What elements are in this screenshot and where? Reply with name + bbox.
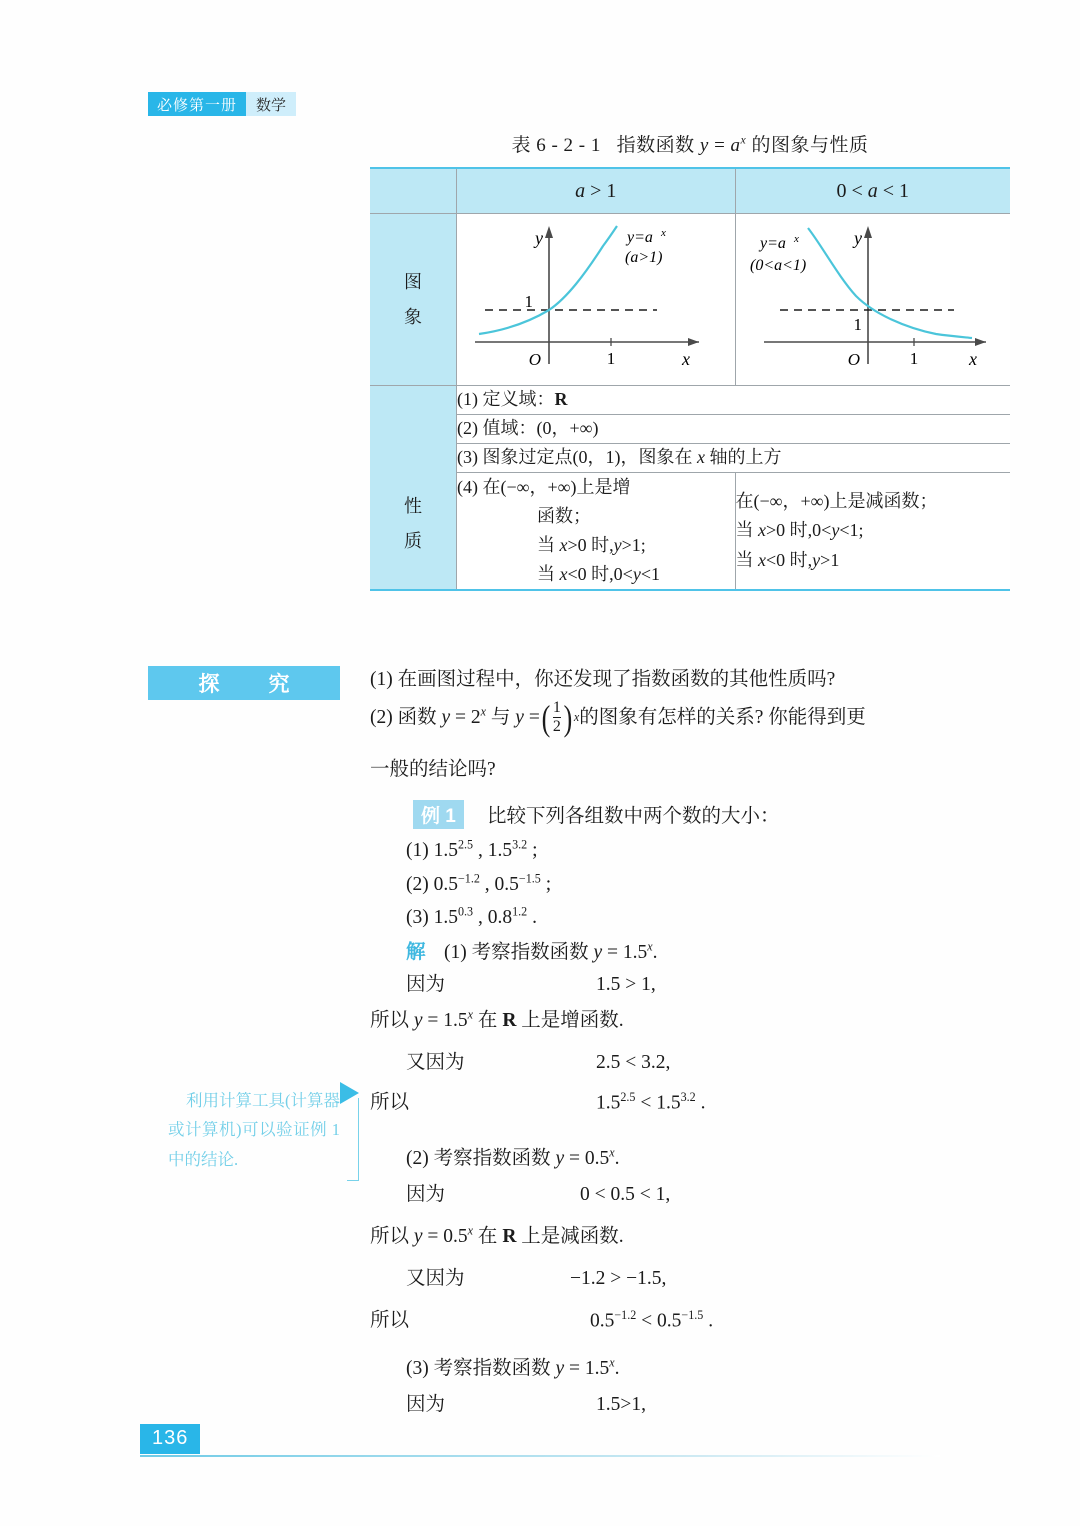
solution-line-yinwei-3	[406, 1388, 646, 1416]
solution-line-suoyi-4	[370, 1304, 713, 1332]
solution-lead-5: 又因为	[406, 1268, 465, 1289]
example-title: 比较下列各组数中两个数的大小：	[487, 806, 780, 827]
table-property-row-1	[370, 386, 1010, 415]
graph-left-curve-label-1: y=a	[627, 229, 653, 246]
example-item-3: (3) $1.5^{0.3}$ , $0.8^{1.2}$ .	[406, 904, 537, 929]
graph-left-curve-label-exp: x	[661, 227, 666, 239]
example-badge: 例 1	[413, 800, 464, 829]
graph-left-yaxis-label: y	[535, 228, 543, 248]
table-property-row-2	[370, 414, 1010, 443]
row-label-graph-char1: 图	[404, 272, 422, 293]
solution-math-7: 1.5>1,	[596, 1394, 646, 1415]
table-property-row-3	[370, 443, 1010, 472]
solution-math-2: 2.5 < 3.2,	[596, 1052, 671, 1073]
example-items	[406, 834, 551, 935]
solution-math-6: $0.5^{-1.2} < 0.5^{-1.5}$ .	[590, 1307, 714, 1331]
fraction-numerator: 1	[552, 699, 561, 717]
graph-right-xaxis-label: x	[968, 349, 977, 369]
inquiry-question-2-tail: 的图象有怎样的关系? 你能得到更	[579, 707, 866, 729]
solution-math-4: 0 < 0.5 < 1,	[580, 1184, 671, 1205]
table-header-row	[370, 168, 1010, 214]
property-1: (1) 定义域：R	[457, 386, 1011, 415]
solution-math-5: −1.2 > −1.5,	[570, 1268, 667, 1289]
example-item-2: (2) $0.5^{-1.2}$ , $0.5^{-1.5}$ ;	[406, 871, 552, 895]
fraction-exponent: x	[573, 710, 580, 725]
margin-note-rule	[347, 1098, 359, 1181]
solution-part-2-head: (2) 考察指数函数 $y = 0.5^x$.	[406, 1145, 620, 1169]
solution-line-suoyi-2	[370, 1086, 705, 1114]
graph-decreasing-exponential	[736, 214, 1008, 380]
solution-lead-1: 因为	[406, 974, 446, 995]
row-label-property-char2: 质	[404, 530, 422, 551]
property-3: (3) 图象过定点(0，1)，图象在 x 轴的上方	[457, 443, 1011, 472]
header-cell-a-between-0-1: 0 < a < 1	[735, 168, 1010, 214]
graph-right-yaxis-label: y	[853, 228, 862, 248]
table-caption: 表 6 - 2 - 1 指数函数 $y = a^x$ 的图象与性质	[511, 133, 869, 156]
footer-rule	[140, 1455, 940, 1457]
graph-left-tick-y: 1	[524, 292, 533, 311]
graph-increasing-exponential	[457, 214, 732, 380]
header-corner-cell	[370, 168, 457, 214]
solution-line-yinwei-2	[406, 1178, 670, 1206]
inquiry-question-2: (2) 函数 $y = 2^x$ 与 y = ( $\frac{1}{2}$ ) x 的图象有怎样的关系? 你能得到更	[370, 698, 866, 738]
graph-cell-decreasing	[735, 214, 1010, 386]
exponential-properties-table	[370, 167, 1010, 591]
solution-lead-2: 又因为	[406, 1052, 465, 1073]
graph-left-tick-x: 1	[606, 349, 616, 368]
inquiry-question-1: (1) 在画图过程中，你还发现了指数函数的其他性质吗?	[370, 669, 836, 690]
graph-right-tick-x: 1	[909, 349, 918, 368]
inquiry-badge: 探 究	[148, 666, 340, 700]
page-number: 136	[140, 1424, 200, 1454]
example-item-1: (1) $1.5^{2.5}$ , $1.5^{3.2}$ ;	[406, 837, 538, 861]
graph-left-curve-label-2: (a>1)	[625, 249, 663, 266]
solution-lead-3: 所以	[370, 1092, 410, 1113]
graph-left-origin: O	[528, 350, 541, 369]
solution-part-1-head: (1) 考察指数函数 $y = 1.5^x$.	[444, 939, 658, 963]
header-cell-a-greater-1: a > 1	[457, 168, 736, 214]
row-label-property-char1: 性	[404, 496, 422, 517]
property-2: (2) 值域：(0，+∞)	[457, 414, 1011, 443]
solution-badge: 解	[406, 942, 426, 963]
row-label-graph-char2: 象	[404, 306, 422, 327]
solution-math-3: $1.5^{2.5} < 1.5^{3.2}$ .	[596, 1089, 706, 1113]
inquiry-question-2-wrap: 一般的结论吗?	[370, 759, 496, 780]
solution-part-3-head: (3) 考察指数函数 $y = 1.5^x$.	[406, 1355, 620, 1379]
graph-right-tick-y: 1	[853, 315, 862, 334]
row-label-graph	[370, 214, 457, 386]
row-label-property	[370, 386, 457, 591]
property-4-right: 在(−∞，+∞)上是减函数； 当 x>0 时,0<y<1; 当 x<0 时,y>1	[735, 472, 1010, 590]
running-head-subject: 数学	[256, 96, 287, 114]
solution-math-1: 1.5 > 1,	[596, 974, 656, 995]
solution-line-youyinwei-2	[406, 1262, 666, 1290]
graph-left-xaxis-label: x	[682, 349, 690, 369]
fraction-denominator: 2	[552, 718, 561, 736]
fraction-one-half	[553, 700, 561, 735]
graph-cell-increasing	[457, 214, 736, 386]
graph-right-curve-label-2: (0<a<1)	[749, 257, 806, 274]
table-graph-row	[370, 214, 1010, 386]
running-head-badge: 必修第一册	[148, 92, 246, 116]
graph-right-curve-label-exp: x	[793, 233, 799, 245]
graph-right-curve-label-1: y=a	[759, 235, 786, 252]
margin-note-arrow-icon	[340, 1082, 359, 1104]
property-4-left: (4) 在(−∞，+∞)上是增 函数； 当 x>0 时,y>1; 当 x<0 时,0<y<1	[457, 472, 736, 590]
table-caption-prefix: 表 6 - 2 - 1	[511, 135, 601, 156]
solution-line-youyinwei-1	[406, 1046, 670, 1074]
solution-line-suoyi-1: 所以 $y = 1.5^x$ 在 R 上是增函数.	[370, 1007, 624, 1031]
margin-note: 利用计算工具(计算器或计算机)可以验证例 1 中的结论.	[168, 1091, 340, 1169]
table-property-row-4	[370, 472, 1010, 590]
solution-lead-4: 因为	[406, 1184, 446, 1205]
solution-lead-6: 所以	[370, 1310, 410, 1331]
solution-line-suoyi-3: 所以 $y = 0.5^x$ 在 R 上是减函数.	[370, 1223, 624, 1247]
running-head	[148, 92, 296, 116]
graph-right-origin: O	[847, 350, 860, 369]
solution-lead-7: 因为	[406, 1394, 446, 1415]
inquiry-body	[370, 661, 1015, 737]
solution-line-yinwei-1	[406, 968, 656, 996]
